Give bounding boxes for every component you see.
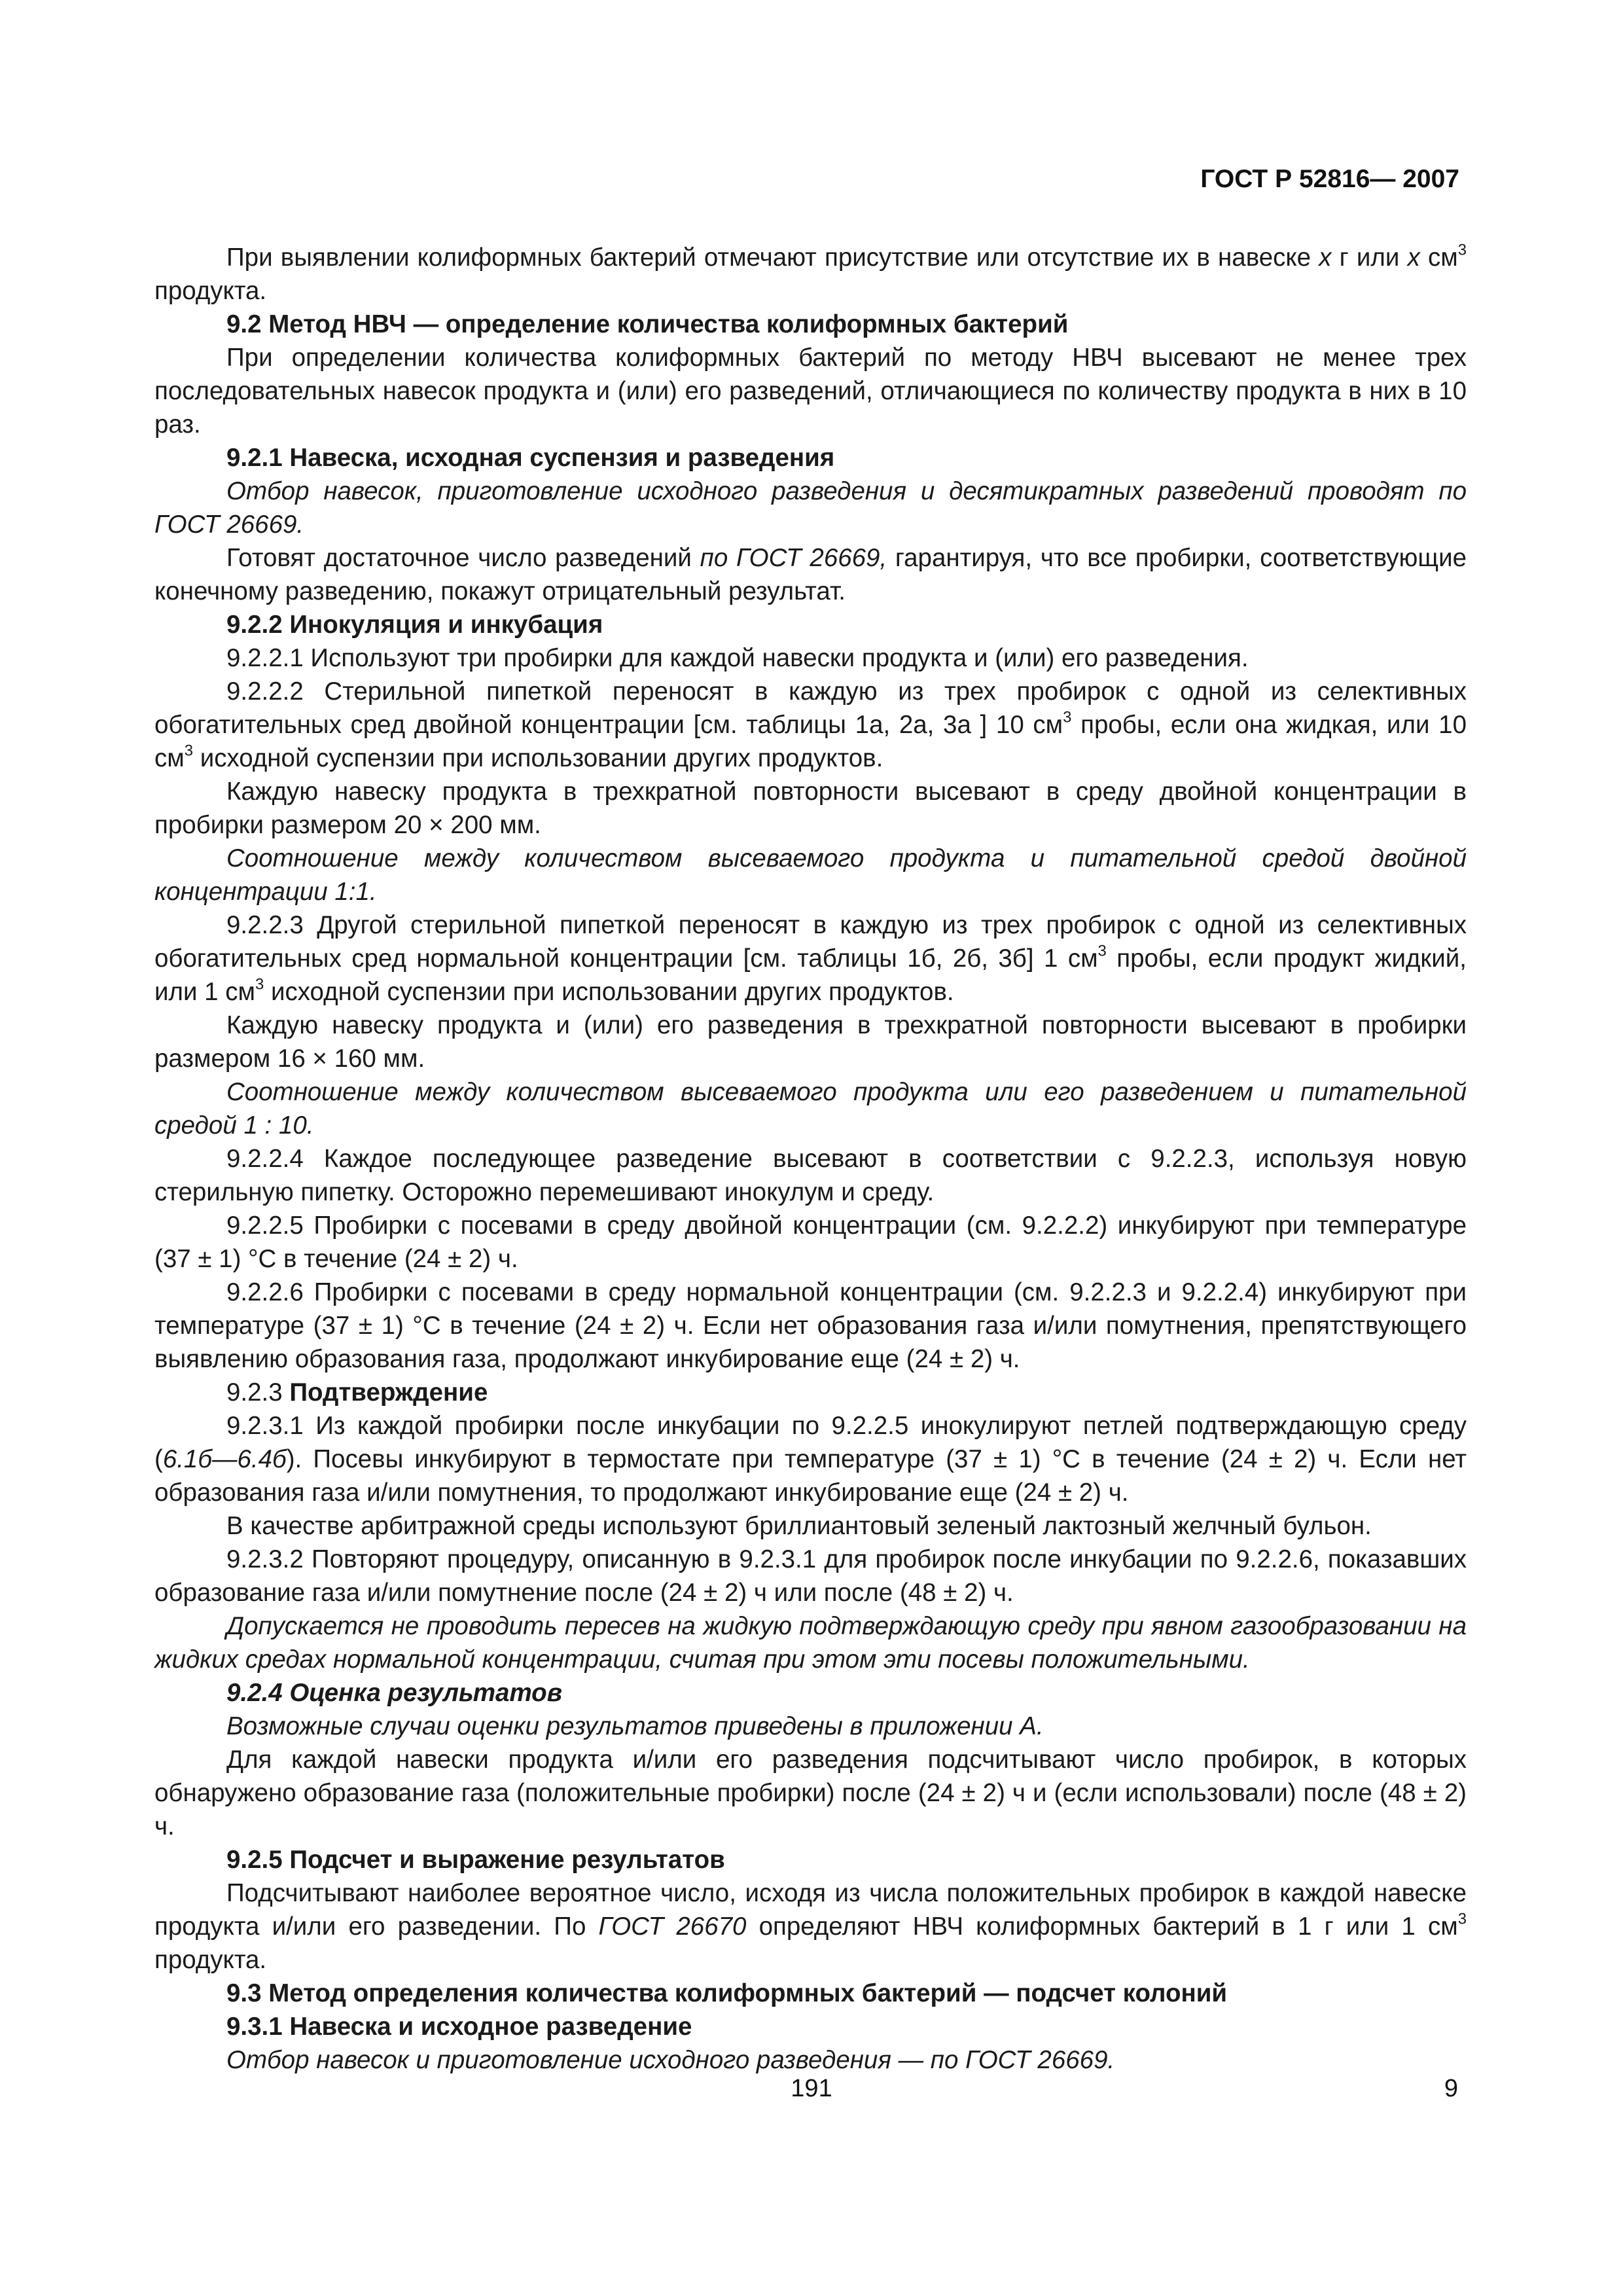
- text-run: При выявлении колиформных бактерий отмечают присутствие или отсутствие их в навеске: [226, 243, 1319, 272]
- document-body: [154, 241, 1467, 2077]
- document-header: ГОСТ Р 52816— 2007: [1200, 165, 1459, 193]
- text-run: Подсчитывают наиболее вероятное число, исходя из числа положительных пробирок в каждой навеске продукта и/или его разведении. По: [154, 1879, 1467, 1941]
- text-run: продукта.: [154, 277, 267, 305]
- text-run: исходной суспензии при использовании других продуктов.: [193, 744, 883, 772]
- paragraph: Для каждой навески продукта и/или его разведения подсчитывают число пробирок, в которых обнаружено образование газа (положительные пробирки) после (24 ± 2) ч и (если использовали) после (48 ± 2) ч.: [154, 1746, 1467, 1840]
- superscript: 3: [1457, 241, 1467, 259]
- text-run: 9.2.2.3 Другой стерильной пипеткой переносят в каждую из трех пробирок с одной из селективных обогатительных сред нормальной концентрации [см. таблицы 1б, 2б, 3б] 1 см: [154, 911, 1467, 973]
- text-run: гарантируя, что все пробирки, соответствующие конечному разведению, покажут отрицательный результат.: [154, 544, 1467, 605]
- text-run: 9.2.2.2 Стерильной пипеткой переносят в каждую из трех пробирок с одной из селективных обогатительных сред двойной концентрации [см. таблицы 1а, 2а, 3а ] 10 см: [154, 677, 1467, 739]
- paragraph: [154, 908, 1467, 1009]
- paragraph: 9.2.2.6 Пробирки с посевами в среду нормальной концентрации (см. 9.2.2.3 и 9.2.2.4) инкубируют при температуре (37 ± 1) °С в течение (24 ± 2) ч. Если нет образования газа и/или помутнения, препятствующего выявлению образования газа, продолжают инкубирование еще (24 ± 2) ч.: [154, 1278, 1467, 1373]
- text-run: определяют НВЧ колиформных бактерий в 1 г или 1 см: [746, 1912, 1458, 1941]
- section-heading: 9.2.5 Подсчет и выражение результатов: [226, 1846, 725, 1874]
- paragraph: 9.2.2.4 Каждое последующее разведение высевают в соответствии с 9.2.2.3, используя новую стерильную пипетку. Осторожно перемешивают инокулум и среду.: [154, 1145, 1467, 1206]
- text-run: пробы, если продукт жидкий, или 1 см: [154, 944, 1467, 1006]
- paragraph: 9.2.2.1 Используют три пробирки для каждой навески продукта и (или) его разведения.: [226, 644, 1249, 672]
- text-run: исходной суспензии при использовании других продуктов.: [264, 978, 954, 1006]
- section-number: 9.2.3: [226, 1378, 290, 1407]
- superscript: 3: [1097, 942, 1107, 960]
- paragraph: [154, 541, 1467, 608]
- text-run: Готовят достаточное число разведений: [226, 544, 700, 572]
- superscript: 3: [184, 742, 193, 760]
- variable: x: [1319, 243, 1332, 272]
- paragraph: Отбор навесок, приготовление исходного разведения и десятикратных разведений проводят по ГОСТ 26669.: [154, 477, 1467, 539]
- text-run: пробы, если она жидкая, или 10 см: [154, 711, 1467, 772]
- reference: 6.1б—6.4б: [162, 1445, 287, 1473]
- section-heading: 9.2.4 Оценка результатов: [226, 1679, 562, 1707]
- superscript: 3: [1457, 1910, 1467, 1928]
- text-run: продукта.: [154, 1946, 267, 1974]
- paragraph: Отбор навесок и приготовление исходного разведения — по ГОСТ 26669.: [226, 2046, 1115, 2074]
- section-heading: [154, 1376, 1467, 1409]
- paragraph: 9.2.2.5 Пробирки с посевами в среду двойной концентрации (см. 9.2.2.2) инкубируют при температуре (37 ± 1) °С в течение (24 ± 2) ч.: [154, 1211, 1467, 1273]
- paragraph: 9.2.3.2 Повторяют процедуру, описанную в 9.2.3.1 для пробирок после инкубации по 9.2.2.6, показавших образование газа и/или помутнение после (24 ± 2) ч или после (48 ± 2) ч.: [154, 1545, 1467, 1607]
- section-heading: 9.2.2 Инокуляция и инкубация: [226, 611, 603, 639]
- text-run: см: [1419, 243, 1458, 272]
- paragraph: Возможные случаи оценки результатов приведены в приложении А.: [226, 1712, 1044, 1740]
- superscript: 3: [255, 975, 264, 994]
- text-run: 9.2.3.1 Из каждой пробирки после инкубации по 9.2.2.5 инокулируют петлей подтверждающую среду (: [154, 1412, 1467, 1473]
- superscript: 3: [1063, 708, 1072, 726]
- page-number-right: 9: [1444, 2075, 1458, 2102]
- paragraph: Допускается не проводить пересев на жидкую подтверждающую среду при явном газообразовании на жидких средах нормальной концентрации, считая при этом эти посевы положительными.: [154, 1612, 1467, 1674]
- paragraph: [154, 675, 1467, 775]
- section-heading: 9.2.1 Навеска, исходная суспензия и разведения: [226, 444, 835, 472]
- paragraph: Соотношение между количеством высеваемого продукта и питательной средой двойной концентрации 1:1.: [154, 844, 1467, 906]
- text-run: г или: [1331, 243, 1408, 272]
- reference: ГОСТ 26670: [598, 1912, 747, 1941]
- paragraph: [154, 1409, 1467, 1509]
- section-heading: 9.3.1 Навеска и исходное разведение: [226, 2013, 692, 2041]
- paragraph: [154, 241, 1467, 308]
- paragraph: [154, 1876, 1467, 1977]
- reference: по ГОСТ 26669,: [700, 544, 887, 572]
- paragraph: В качестве арбитражной среды используют бриллиантовый зеленый лактозный желчный бульон.: [226, 1512, 1372, 1540]
- section-heading: 9.3 Метод определения количества колиформных бактерий — подсчет колоний: [226, 1979, 1228, 2007]
- paragraph: Каждую навеску продукта и (или) его разведения в трехкратной повторности высевают в пробирки размером 16 × 160 мм.: [154, 1011, 1467, 1073]
- paragraph: Каждую навеску продукта в трехкратной повторности высевают в среду двойной концентрации в пробирки размером 20 × 200 мм.: [154, 778, 1467, 839]
- section-heading: 9.2 Метод НВЧ — определение количества колиформных бактерий: [226, 310, 1069, 338]
- page-number-center: 191: [791, 2075, 832, 2102]
- section-title: Подтверждение: [289, 1378, 488, 1407]
- variable: x: [1407, 243, 1420, 272]
- paragraph: При определении количества колиформных бактерий по методу НВЧ высевают не менее трех последовательных навесок продукта и (или) его разведений, отличающиеся по количеству продукта в них в 10 раз.: [154, 344, 1467, 439]
- text-run: ). Посевы инкубируют в термостате при температуре (37 ± 1) °С в течение (24 ± 2) ч. Если нет образования газа и/или помутнения, то продолжают инкубирование еще (24 ± 2) ч.: [154, 1445, 1467, 1507]
- paragraph: Соотношение между количеством высеваемого продукта или его разведением и питательной средой 1 : 10.: [154, 1078, 1467, 1139]
